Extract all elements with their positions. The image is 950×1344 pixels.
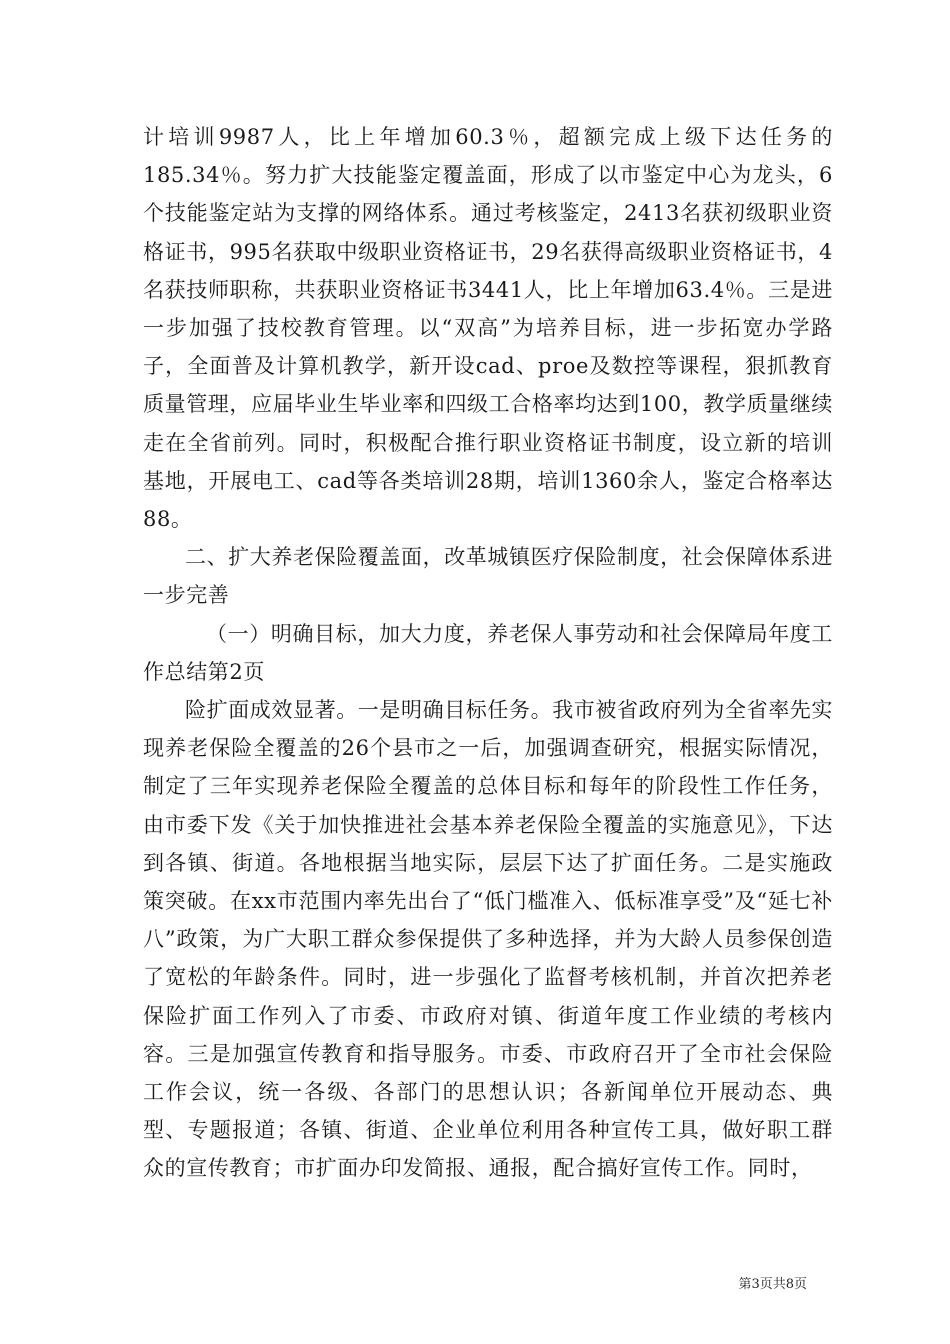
paragraph-training-summary: 计培训9987人，比上年增加60.3％，超额完成上级下达任务的185.34％。努力扩大技能鉴定覆盖面，形成了以市鉴定中心为龙头，6个技能鉴定站为支撑的网络体系。通过考核鉴定，2413名获初级职业资格证书，995名获取中级职业资格证书，29名获得高级职业资格证书，4名获技师职称，共获职业资格证书3441人，比上年增加63.4％。三是进一步加强了技校教育管理。以“双高”为培养目标，进一步拓宽办学路子，全面普及计算机教学，新开设cad、proe及数控等课程，狠抓教育质量管理，应届毕业生毕业率和四级工合格率均达到100，教学质量继续走在全省前列。同时，积极配合推行职业资格证书制度，设立新的培训基地，开展电工、cad等各类培训28期，培训1360余人，鉴定合格率达88。 <box>143 125 833 532</box>
section-heading-social-security: 二、扩大养老保险覆盖面，改革城镇医疗保险制度，社会保障体系进一步完善 <box>143 545 833 608</box>
document-body <box>143 118 833 1188</box>
subsection-heading-pension-goals: （一）明确目标，加大力度，养老保人事劳动和社会保障局年度工作总结第2页 <box>143 621 833 684</box>
paragraph-pension-expansion: 险扩面成效显著。一是明确目标任务。我市被省政府列为全省率先实现养老保险全覆盖的26个县市之一后，加强调查研究，根据实际情况，制定了三年实现养老保险全覆盖的总体目标和每年的阶段性工作任务，由市委下发《关于加快推进社会基本养老保险全覆盖的实施意见》，下达到各镇、街道。各地根据当地实际，层层下达了扩面任务。二是实施政策突破。在xx市范围内率先出台了“低门槛准入、低标准享受”及“延七补八”政策，为广大职工群众参保提供了多种选择，并为大龄人员参保创造了宽松的年龄条件。同时，进一步强化了监督考核机制，并首次把养老保险扩面工作列入了市委、市政府对镇、街道年度工作业绩的考核内容。三是加强宣传教育和指导服务。市委、市政府召开了全市社会保险工作会议，统一各级、各部门的思想认识；各新闻单位开展动态、典型、专题报道；各镇、街道、企业单位利用各种宣传工具，做好职工群众的宣传教育；市扩面办印发简报、通报，配合搞好宣传工作。同时， <box>143 698 833 1181</box>
page-number: 第3页共8页 <box>738 1277 807 1292</box>
